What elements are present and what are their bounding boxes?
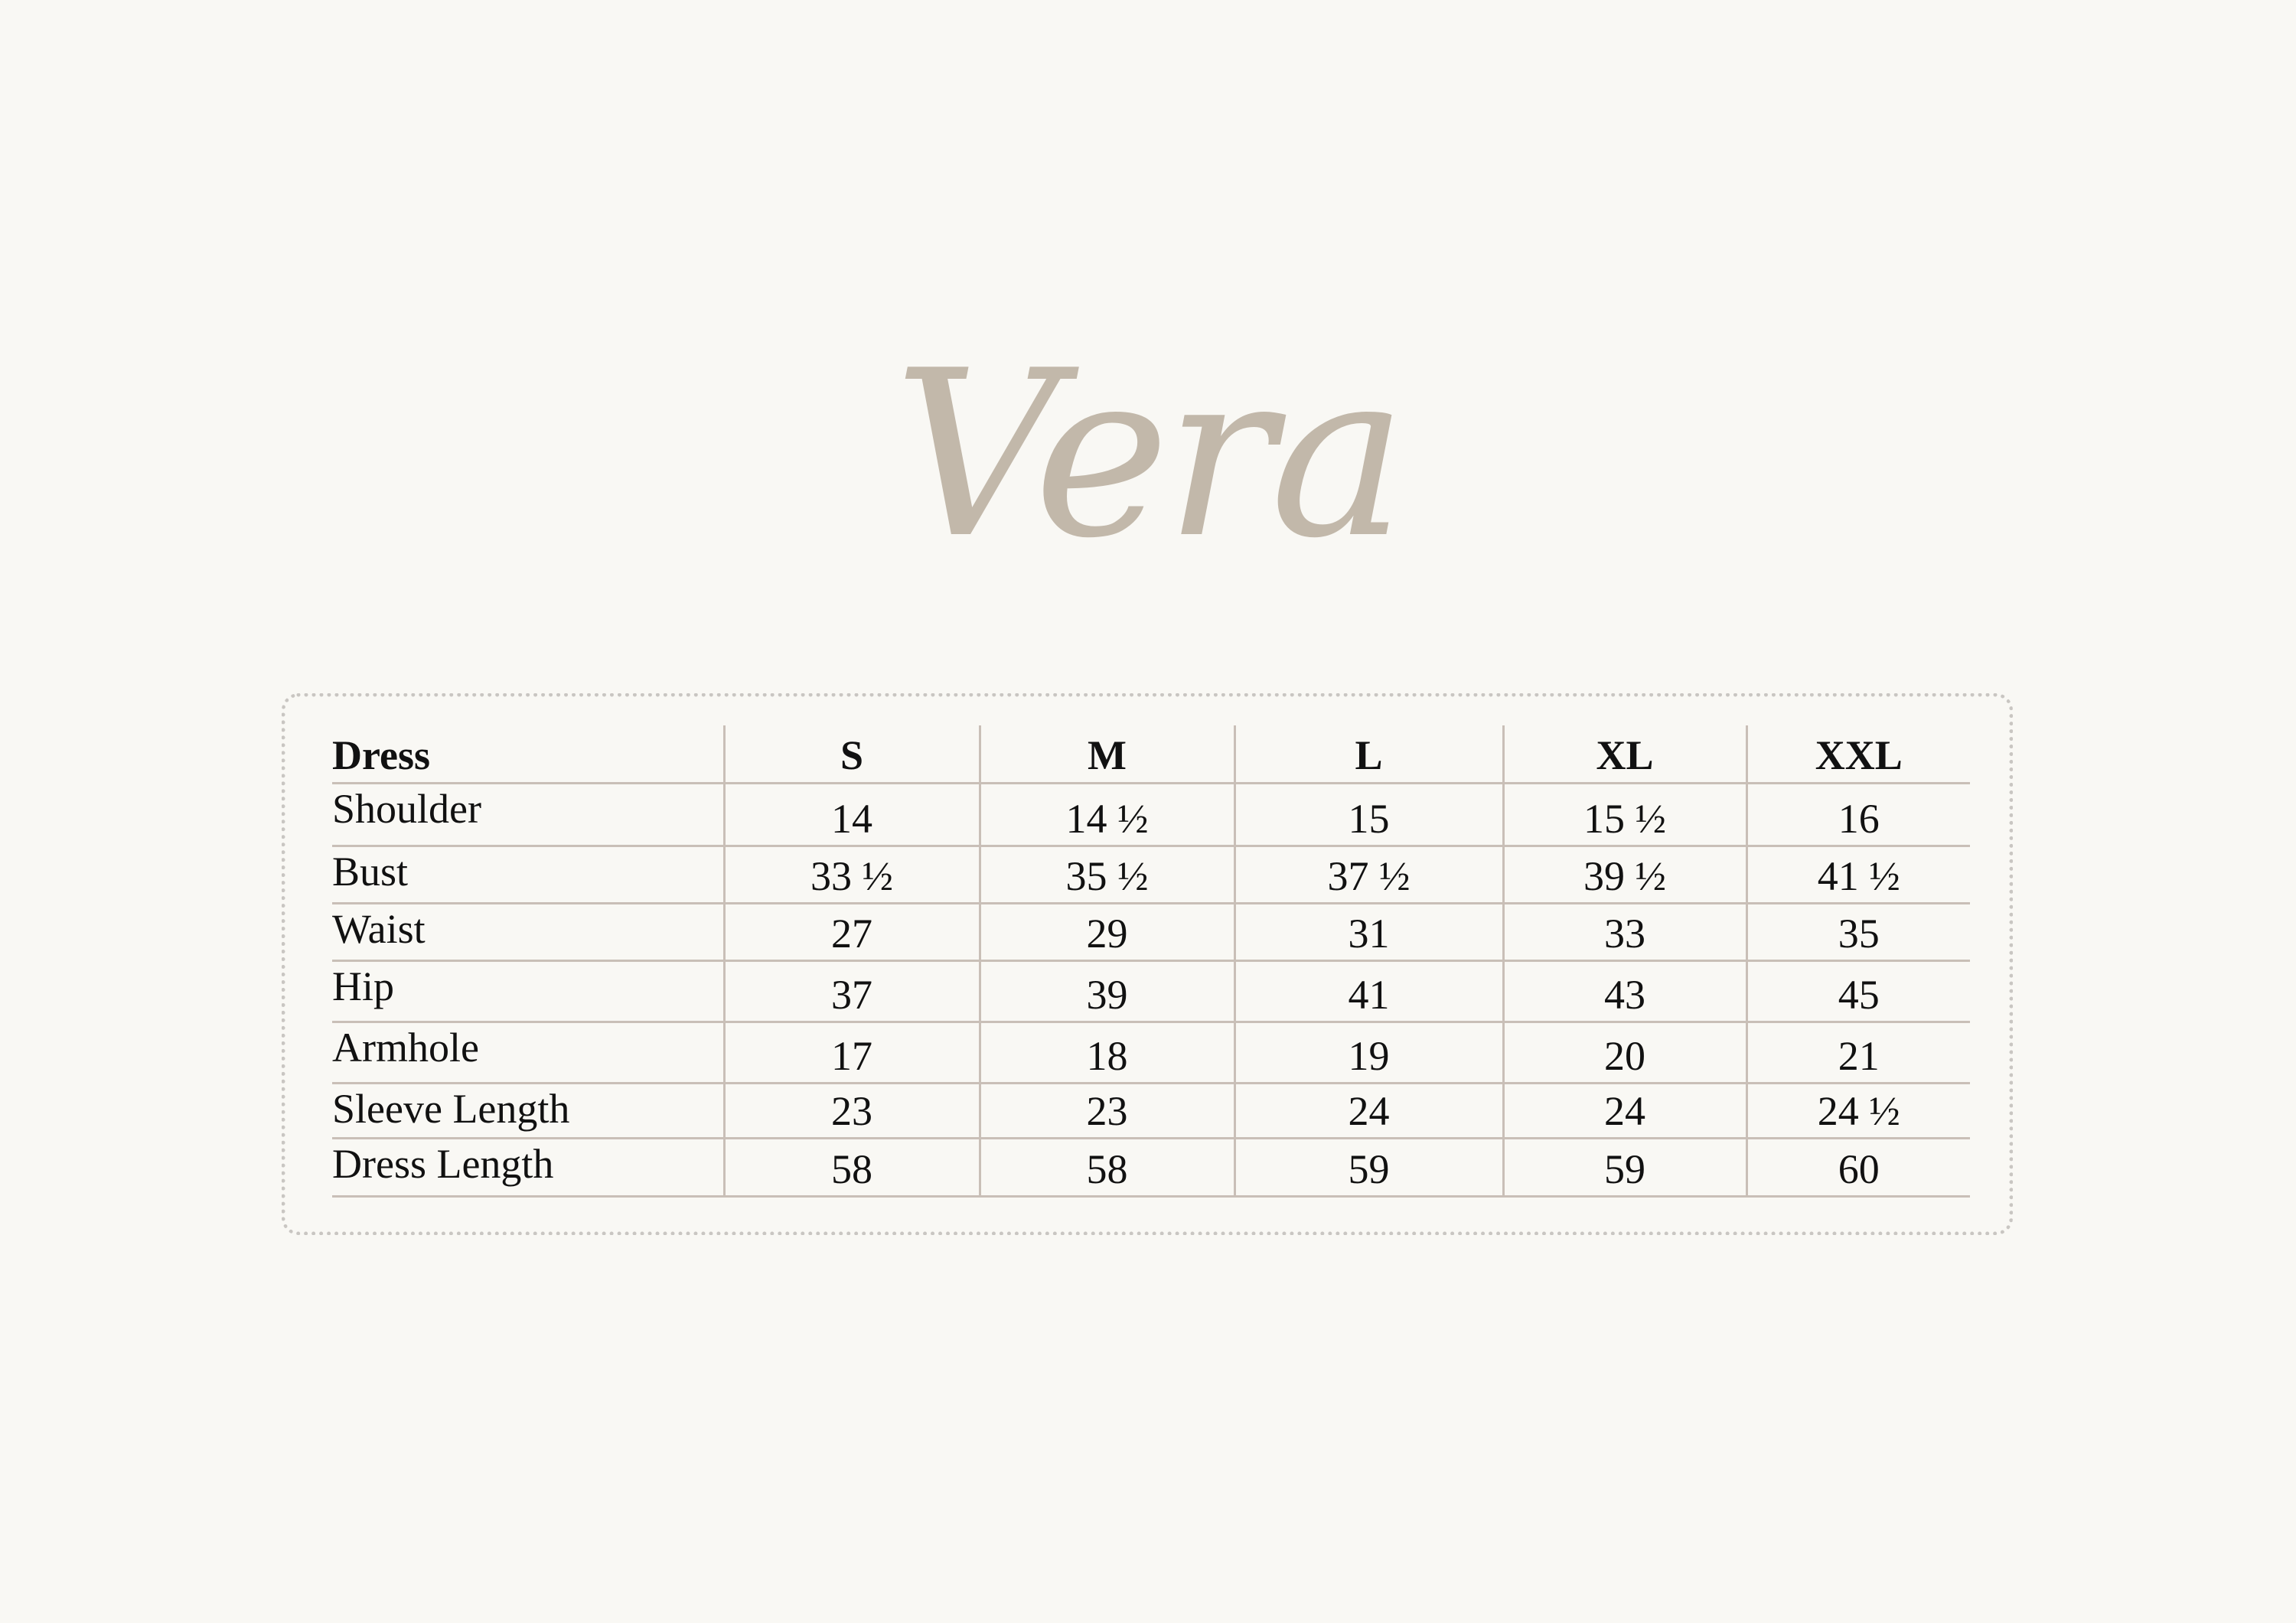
cell-value: 58 xyxy=(980,1139,1234,1197)
header-size-xl: XL xyxy=(1503,725,1746,784)
cell-value: 43 xyxy=(1503,961,1746,1022)
cell-value: 31 xyxy=(1234,904,1503,961)
cell-value: 33 xyxy=(1503,904,1746,961)
cell-value: 24 ½ xyxy=(1746,1084,1970,1139)
row-label: Waist xyxy=(332,904,724,961)
header-size-s: S xyxy=(724,725,980,784)
size-chart-table xyxy=(332,725,1970,1198)
brand-title: Vera xyxy=(893,321,1403,588)
cell-value: 18 xyxy=(980,1022,1234,1084)
cell-value: 33 ½ xyxy=(724,846,980,904)
row-label: Sleeve Length xyxy=(332,1084,724,1139)
cell-value: 27 xyxy=(724,904,980,961)
cell-value: 35 ½ xyxy=(980,846,1234,904)
cell-value: 19 xyxy=(1234,1022,1503,1084)
table-row xyxy=(332,784,1970,846)
header-size-xxl: XXL xyxy=(1746,725,1970,784)
cell-value: 60 xyxy=(1746,1139,1970,1197)
row-label: Armhole xyxy=(332,1022,724,1084)
row-label: Dress Length xyxy=(332,1139,724,1197)
table-header-row xyxy=(332,725,1970,784)
table-row xyxy=(332,1139,1970,1197)
cell-value: 14 xyxy=(724,784,980,846)
cell-value: 41 xyxy=(1234,961,1503,1022)
table-row xyxy=(332,1022,1970,1084)
table-row xyxy=(332,1084,1970,1139)
cell-value: 21 xyxy=(1746,1022,1970,1084)
cell-value: 24 xyxy=(1234,1084,1503,1139)
cell-value: 41 ½ xyxy=(1746,846,1970,904)
cell-value: 39 xyxy=(980,961,1234,1022)
table-row xyxy=(332,961,1970,1022)
cell-value: 35 xyxy=(1746,904,1970,961)
cell-value: 37 xyxy=(724,961,980,1022)
cell-value: 17 xyxy=(724,1022,980,1084)
row-label: Shoulder xyxy=(332,784,724,846)
table-row xyxy=(332,846,1970,904)
cell-value: 45 xyxy=(1746,961,1970,1022)
row-label: Hip xyxy=(332,961,724,1022)
cell-value: 59 xyxy=(1234,1139,1503,1197)
cell-value: 15 xyxy=(1234,784,1503,846)
cell-value: 20 xyxy=(1503,1022,1746,1084)
header-size-l: L xyxy=(1234,725,1503,784)
cell-value: 58 xyxy=(724,1139,980,1197)
header-label-dress: Dress xyxy=(332,725,724,784)
cell-value: 23 xyxy=(724,1084,980,1139)
cell-value: 16 xyxy=(1746,784,1970,846)
cell-value: 23 xyxy=(980,1084,1234,1139)
header-size-m: M xyxy=(980,725,1234,784)
table-row xyxy=(332,904,1970,961)
cell-value: 39 ½ xyxy=(1503,846,1746,904)
cell-value: 24 xyxy=(1503,1084,1746,1139)
cell-value: 37 ½ xyxy=(1234,846,1503,904)
cell-value: 29 xyxy=(980,904,1234,961)
row-label: Bust xyxy=(332,846,724,904)
cell-value: 15 ½ xyxy=(1503,784,1746,846)
cell-value: 59 xyxy=(1503,1139,1746,1197)
cell-value: 14 ½ xyxy=(980,784,1234,846)
